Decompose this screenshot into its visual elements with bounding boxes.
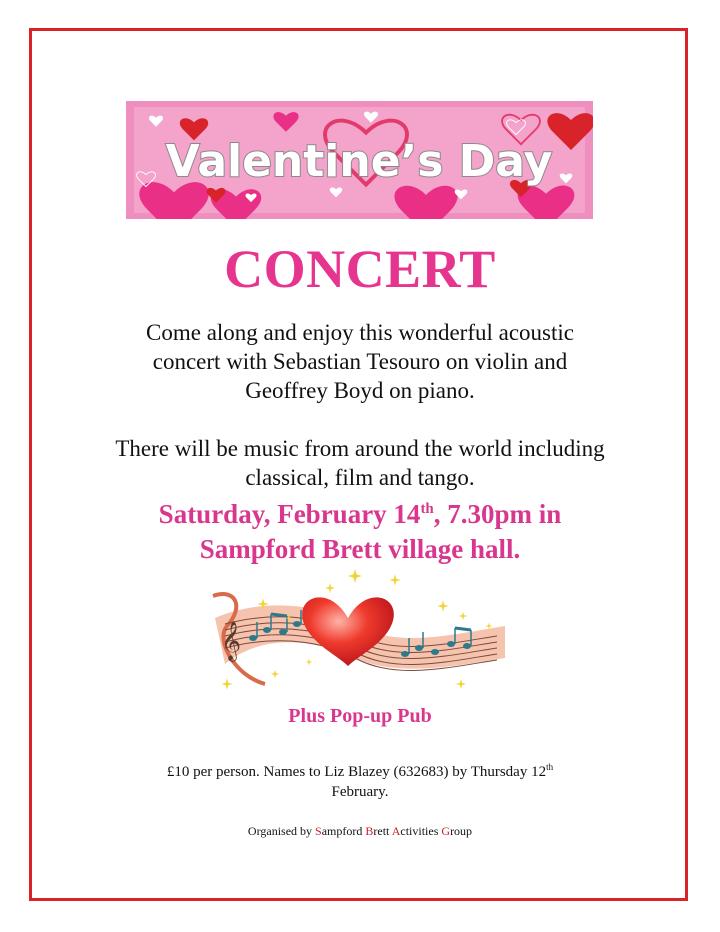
price-text: £10 per person. Names to Liz Blazey (632683) by Thursday 12 — [166, 764, 547, 780]
organiser-word-2: rett — [373, 824, 392, 838]
music-line-2: classical, film and tango. — [245, 465, 475, 490]
event-time: , 7.30pm in — [433, 499, 562, 529]
music-heart-illustration — [205, 566, 515, 696]
organiser-initial-a: A — [391, 824, 401, 838]
pop-up-pub-note: Plus Pop-up Pub — [288, 705, 432, 727]
price-date-suffix: th — [546, 762, 554, 772]
price-info — [100, 762, 620, 802]
price-line — [100, 762, 620, 782]
intro-line-3: Geoffrey Boyd on piano. — [245, 378, 475, 403]
organiser-initial-g: G — [441, 824, 451, 838]
organiser-initial-s: S — [315, 824, 322, 838]
intro-paragraph — [60, 318, 660, 405]
music-line-1: There will be music from around the world including — [115, 436, 605, 461]
banner-title: Valentine’s Day — [165, 136, 553, 187]
organiser-word-1: ampford — [321, 824, 366, 838]
event-date: Saturday, February 14 — [158, 499, 421, 529]
headline: CONCERT — [224, 239, 496, 299]
organiser-initial-b: B — [365, 824, 374, 838]
price-month: February. — [331, 784, 389, 800]
event-details — [40, 497, 680, 567]
organiser-word-4: roup — [450, 824, 473, 838]
intro-line-1: Come along and enjoy this wonderful acoustic — [146, 320, 574, 345]
valentines-banner — [126, 101, 593, 219]
organiser-word-3: ctivities — [400, 824, 442, 838]
svg-text:𝄞: 𝄞 — [221, 621, 242, 661]
intro-line-2: concert with Sebastian Tesouro on violin and — [152, 349, 568, 374]
organiser-credit — [0, 824, 720, 839]
event-date-suffix: th — [420, 501, 434, 517]
organiser-prefix: Organised by — [247, 824, 316, 838]
event-venue: Sampford Brett village hall. — [199, 534, 521, 564]
music-paragraph — [60, 434, 660, 492]
event-date-line — [40, 497, 680, 532]
